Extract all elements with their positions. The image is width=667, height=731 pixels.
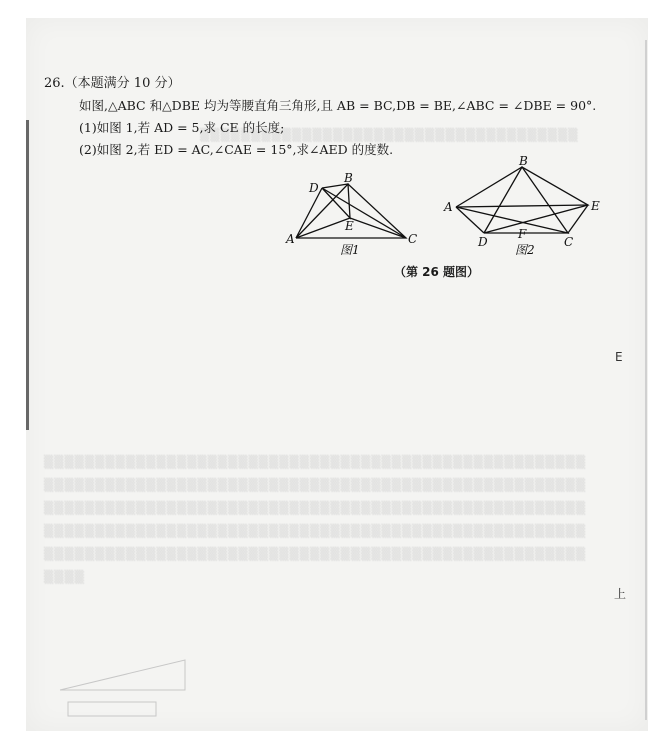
question-number: 26.（本题满分 10 分） <box>44 76 181 91</box>
point-label-d: D <box>309 181 319 195</box>
point-label-c: C <box>564 235 574 249</box>
figure-title: （第 26 题图） <box>394 265 480 279</box>
point-label-e: E <box>591 199 600 213</box>
question-part-1: (1)如图 1,若 AD = 5,求 CE 的长度; <box>79 120 285 135</box>
figure-1-diagram <box>284 170 420 260</box>
point-label-a: A <box>286 232 295 246</box>
page-edge-shadow <box>26 120 29 430</box>
figure-2-diagram <box>440 155 610 260</box>
question-part-2: (2)如图 2,若 ED = AC,∠CAE = 15°,求∠AED 的度数. <box>79 142 394 157</box>
figure-1-caption: 图1 <box>340 243 360 257</box>
faint-sketch-diagram <box>50 650 210 720</box>
page-edge-line <box>645 40 647 720</box>
bleed-through-text: ▒▒▒▒▒▒▒▒▒▒▒▒▒▒▒▒▒▒▒▒▒▒▒▒▒▒▒▒▒▒▒▒▒▒▒▒▒▒▒▒▒▒▒▒▒▒▒▒▒▒▒▒▒ <box>44 524 587 538</box>
point-label-a: A <box>444 200 453 214</box>
point-label-b: B <box>344 171 353 185</box>
bleed-through-text: ▒▒▒▒▒▒▒▒▒▒▒▒▒▒▒▒▒▒▒▒▒▒▒▒▒▒▒▒▒▒▒▒▒▒▒▒▒▒▒▒▒▒▒▒▒▒▒▒▒▒▒▒▒ <box>44 455 587 469</box>
bleed-through-text: ▒▒▒▒▒▒▒▒▒▒▒▒▒▒▒▒▒▒▒▒▒▒▒▒▒▒▒▒▒▒▒▒▒▒▒▒▒▒▒▒▒▒▒▒▒▒▒▒▒▒▒▒▒ <box>44 547 587 561</box>
bleed-through-text: ▒▒▒▒▒▒▒▒▒▒▒▒▒▒▒▒▒▒▒▒▒▒▒▒▒▒▒▒▒▒▒▒▒▒▒▒▒▒▒▒▒▒▒▒▒▒▒▒▒▒▒▒▒ <box>44 478 587 492</box>
point-label-d: D <box>478 235 488 249</box>
segment-ae <box>296 218 350 238</box>
segment-dc <box>322 188 406 238</box>
point-label-e: E <box>345 219 354 233</box>
bleed-through-text: ▒▒▒▒ <box>44 570 85 584</box>
margin-mark: 上 <box>614 587 627 601</box>
bleed-through-text: ▒▒▒▒▒▒▒▒▒▒▒▒▒▒▒▒▒▒▒▒▒▒▒▒▒▒▒▒▒▒▒▒▒▒▒▒▒▒▒▒▒▒▒▒▒▒▒▒▒▒▒▒▒ <box>44 501 587 515</box>
bleed-through-text: ▒▒▒▒▒▒▒▒▒▒▒▒▒▒▒▒▒▒▒▒▒▒▒▒▒▒▒▒▒▒▒▒▒▒▒▒▒ <box>200 128 579 142</box>
point-label-f: F <box>518 227 527 241</box>
triangle-dbe-edges <box>322 184 350 218</box>
question-stem: 如图,△ABC 和△DBE 均为等腰直角三角形,且 AB = BC,DB = BE,∠ABC = ∠DBE = 90°. <box>79 98 597 113</box>
triangle-dbe-edges <box>484 167 588 233</box>
point-label-b: B <box>519 155 528 168</box>
point-label-c: C <box>408 232 418 246</box>
margin-mark: E <box>615 350 623 364</box>
figure-2-caption: 图2 <box>515 243 535 257</box>
segment-ae <box>456 205 588 207</box>
